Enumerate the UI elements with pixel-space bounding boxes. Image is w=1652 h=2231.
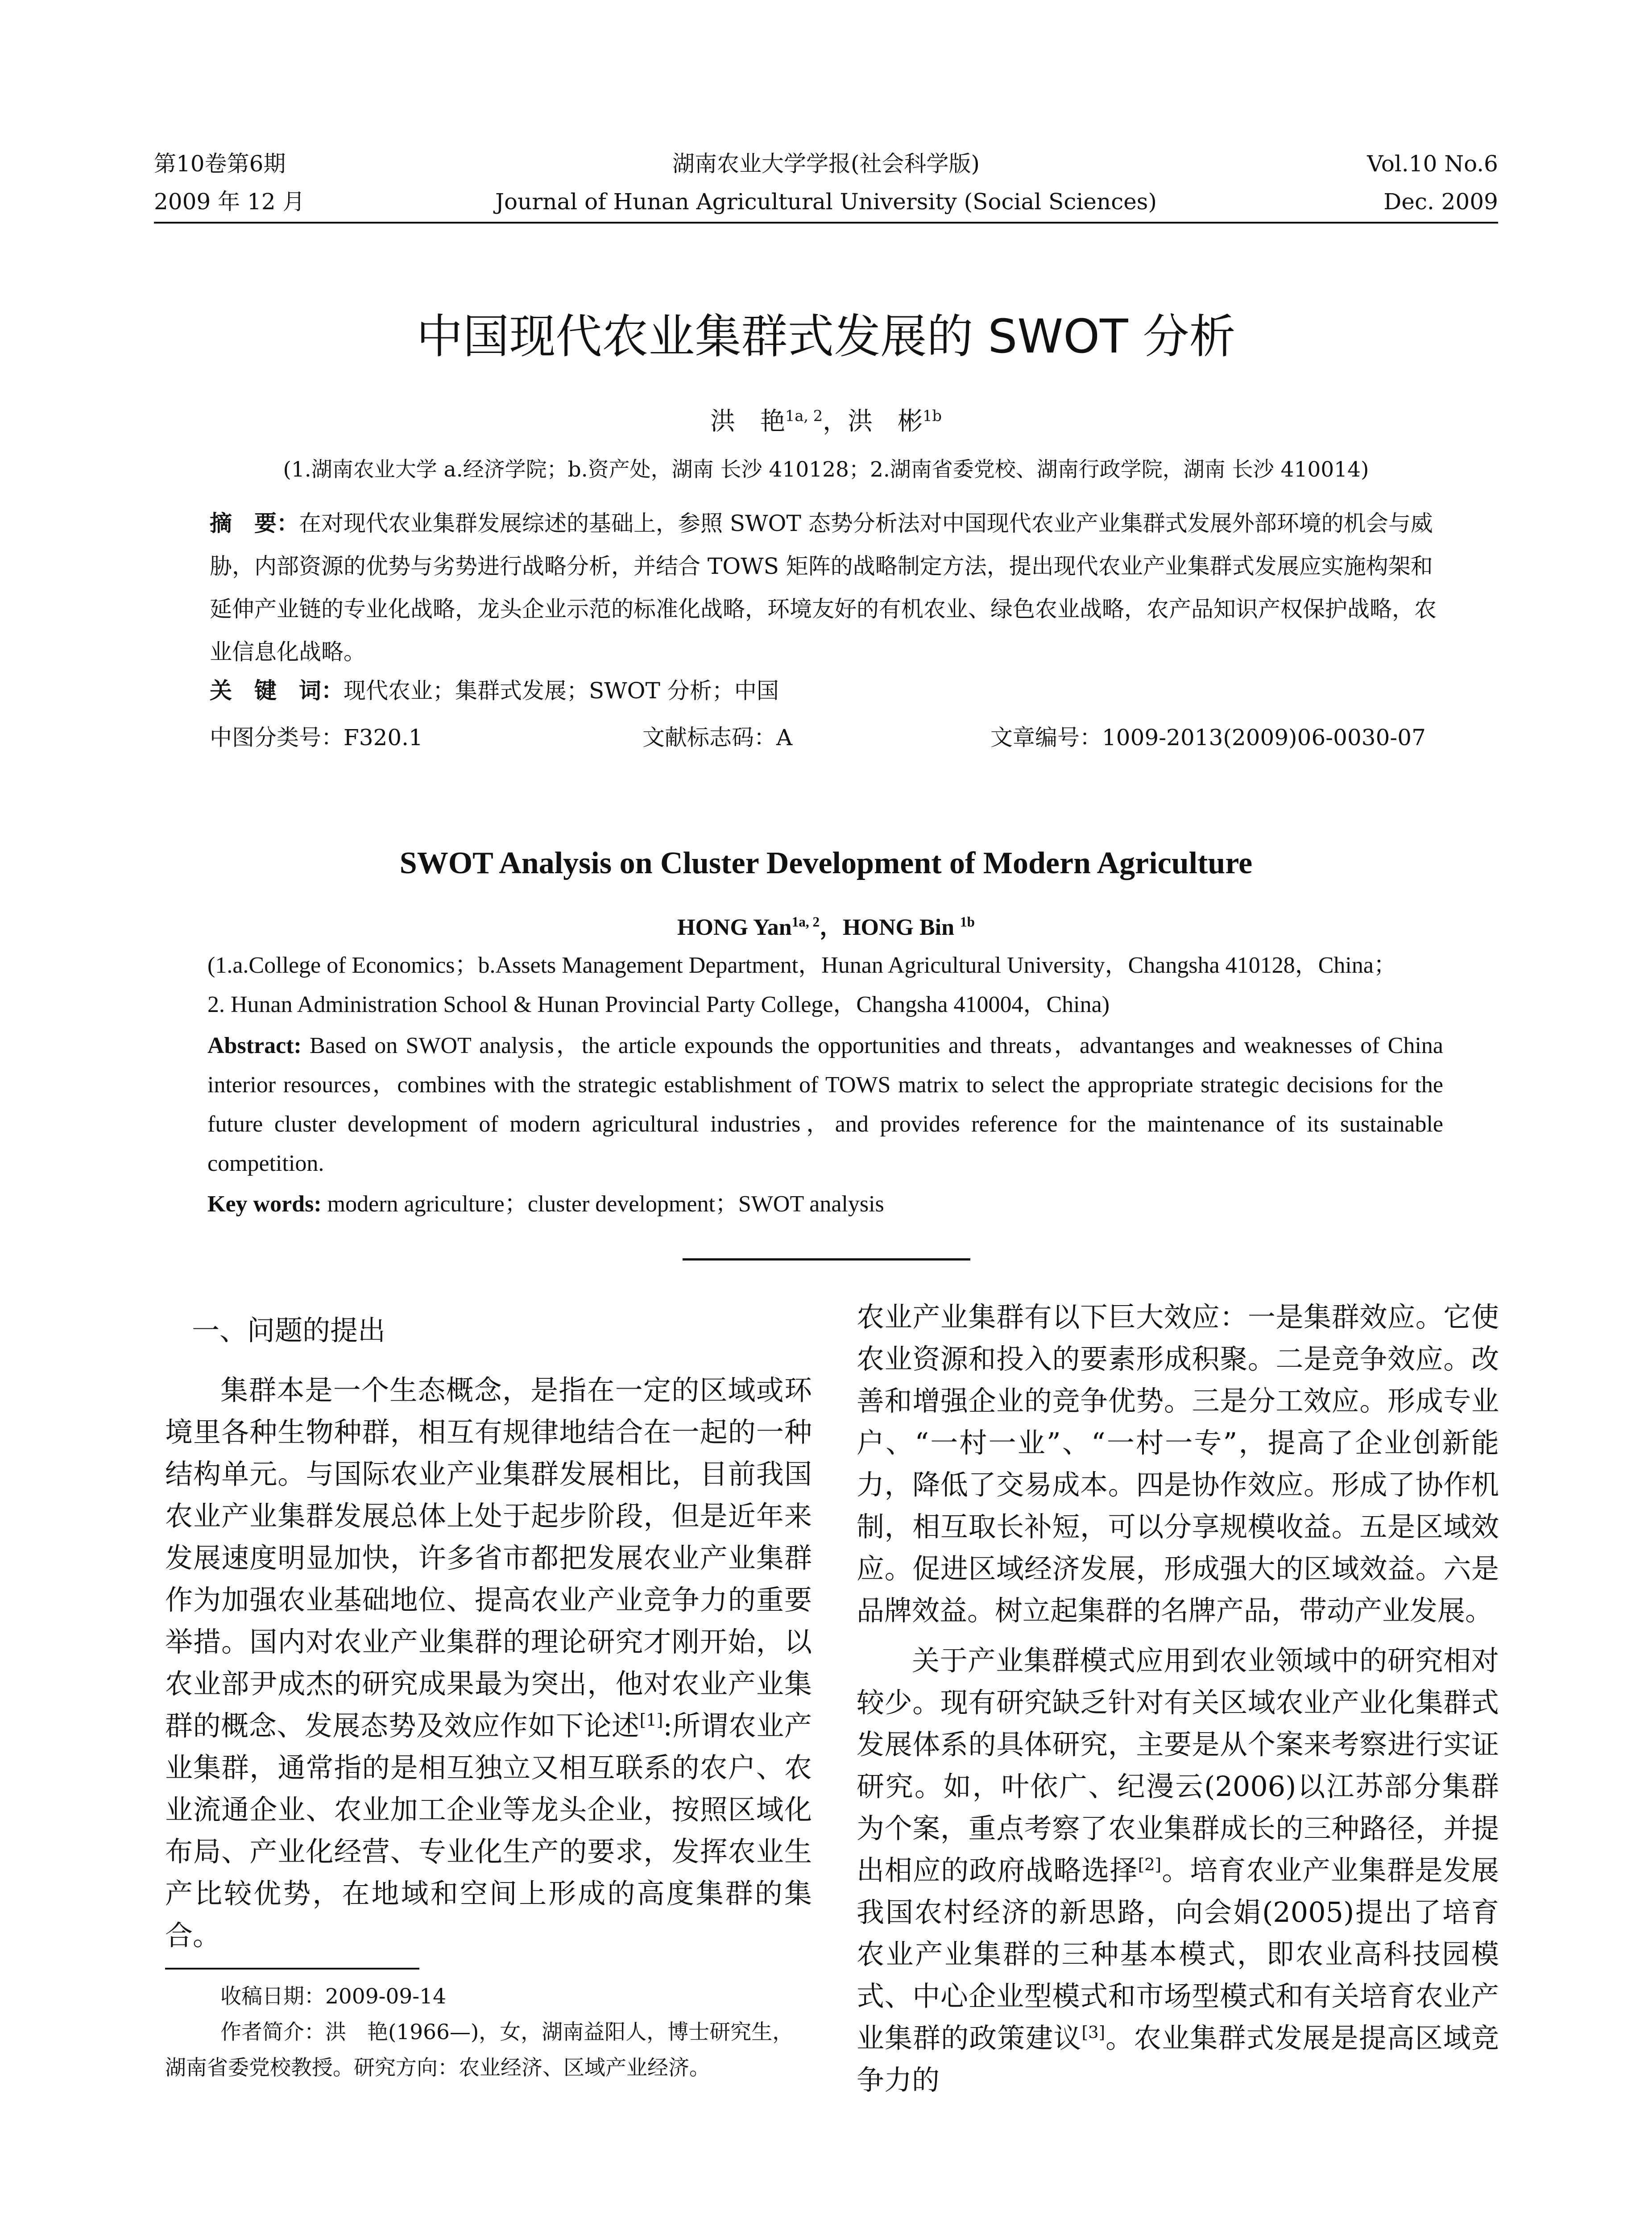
author-2-en: HONG Bin: [843, 915, 961, 940]
paragraph-research-text-c: 。农业集群式发展是提高区域竞争力的: [857, 2022, 1499, 2096]
article-number: [990, 716, 1426, 759]
affiliation-en-line2: 2. Hunan Administration School & Hunan Provincial Party College，Changsha 410004，China): [207, 992, 1110, 1017]
abstract-en-text: Based on SWOT analysis，the article expounds the opportunities and threats，advantanges and weaknesses of China interior resources，combines with the strategic establishment of TOWS matrix to select the appropriate strategic decisions for the future cluster development of modern agricultural industries，and provides reference for the maintenance of its sustainable competition.: [207, 1033, 1443, 1176]
doc-value: A: [776, 725, 793, 751]
citation-1: [1]: [639, 1710, 663, 1730]
author-1-en: HONG Yan: [677, 915, 792, 940]
header-journal-en: Journal of Hunan Agricultural University (Social Sciences): [495, 189, 1157, 215]
art-value: 1009-2013(2009)06-0030-07: [1102, 725, 1426, 751]
author-1-en-sup: 1a, 2: [791, 914, 820, 930]
authors-cn: [0, 402, 1652, 437]
doc-label: 文献标志码：: [642, 725, 776, 751]
affiliation-cn: (1.湖南农业大学 a.经济学院；b.资产处，湖南 长沙 410128；2.湖南省委党校、湖南行政学院，湖南 长沙 410014): [283, 457, 1369, 482]
footnote-rule: [165, 1968, 419, 1970]
title-cn: 中国现代农业集群式发展的 SWOT 分析: [416, 309, 1236, 364]
paragraph-intro: [165, 1369, 812, 1957]
authors-en: [0, 908, 1652, 941]
paragraph-intro-text-a: 集群本是一个生态概念，是指在一定的区域或环境里各种生物种群，相互有规律地结合在一起的一种结构单元。与国际农业产业集群发展相比，目前我国农业产业集群发展总体上处于起步阶段，但是近年来发展速度明显加快，许多省市都把发展农业产业集群作为加强农业基础地位、提高农业产业竞争力的重要举措。国内对农业产业集群的理论研究才刚开始，以农业部尹成杰的研究成果最为突出，他对农业产业集群的概念、发展态势及效应作如下论述: [165, 1374, 812, 1742]
header-volume-cn: 第10卷第6期: [154, 151, 286, 177]
abstract-en: [207, 1026, 1443, 1183]
footnote-author: 作者简介：洪 艳(1966—)，女，湖南益阳人，博士研究生，湖南省委党校教授。研究方向：农业经济、区域产业经济。: [165, 2020, 794, 2080]
keywords-en-text: modern agriculture；cluster development；SWOT analysis: [321, 1191, 884, 1217]
abstract-cn-label: 摘 要：: [210, 510, 299, 536]
affiliation-en: [207, 946, 1457, 1024]
authors-cn-sep: ，: [823, 407, 848, 436]
author-1-cn-sup: 1a, 2: [785, 407, 823, 425]
author-1-cn: 洪 艳: [710, 407, 786, 436]
header-journal-cn: 湖南农业大学学报(社会科学版): [672, 151, 980, 177]
clc-value: F320.1: [344, 725, 423, 751]
abstract-cn-text: 在对现代农业集群发展综述的基础上，参照 SWOT 态势分析法对中国现代农业产业集群式发展外部环境的机会与威胁，内部资源的优势与劣势进行战略分析，并结合 TOWS 矩阵的战略制定方法，提出现代农业产业集群式发展应实施构架和延伸产业链的专业化战略，龙头企业示范的标准化战略，环境友好的有机农业、绿色农业战略，农产品知识产权保护战略，农业信息化战略。: [210, 510, 1437, 665]
left-column: [165, 1310, 812, 1957]
author-2-cn-sup: 1b: [923, 407, 942, 425]
abstract-cn: [210, 502, 1445, 673]
right-column: [857, 1296, 1499, 2101]
footnote-received: 收稿日期：2009-09-14: [220, 1984, 446, 2009]
clc-label: 中图分类号：: [210, 725, 344, 751]
affiliation-en-line1: (1.a.College of Economics；b.Assets Management Department，Hunan Agricultural University，Changsha 410128，China；: [207, 953, 1397, 978]
art-label: 文章编号：: [990, 725, 1102, 751]
keywords-cn-label: 关 键 词：: [210, 678, 344, 704]
header-date-en: Dec. 2009: [1383, 189, 1498, 215]
keywords-cn: [210, 669, 779, 712]
keywords-en: [207, 1185, 884, 1224]
header-rule: [154, 222, 1498, 224]
author-2-cn: 洪 彬: [848, 407, 923, 436]
clc-number: [210, 716, 423, 759]
keywords-en-label: Key words:: [207, 1191, 322, 1217]
paragraph-intro-text-b: :所谓农业产业集群，通常指的是相互独立又相互联系的农户、农业流通企业、农业加工企业等龙头企业，按照区域化布局、产业化经营、专业化生产的要求，发挥农业生产比较优势，在地域和空间上形成的高度集群的集合。: [165, 1709, 812, 1952]
paragraph-research-text-b: 。培育农业产业集群是发展我国农村经济的新思路，向会娟(2005)提出了培育农业产业集群的三种基本模式，即农业高科技园模式、中心企业型模式和市场型模式和有关培育农业产业集群的政策建议: [857, 1854, 1499, 2054]
citation-2: [2]: [1138, 1854, 1162, 1874]
citation-3: [3]: [1081, 2022, 1105, 2042]
author-2-en-sup: 1b: [960, 914, 975, 930]
paragraph-research-text-a: 关于产业集群模式应用到农业领域中的研究相对较少。现有研究缺乏针对有关区域农业产业化集群式发展体系的具体研究，主要是从个案来考察进行实证研究。如，叶依广、纪漫云(2006)以江苏部分集群为个案，重点考察了农业集群成长的三种路径，并提出相应的政府战略选择: [857, 1644, 1499, 1887]
section-title: 一、问题的提出: [192, 1314, 386, 1347]
title-en: SWOT Analysis on Cluster Development of Modern Agriculture: [399, 846, 1253, 880]
document-code: [642, 716, 792, 759]
paragraph-research: [857, 1640, 1499, 2101]
paragraph-effects: 农业产业集群有以下巨大效应：一是集群效应。它使农业资源和投入的要素形成积聚。二是竞争效应。改善和增强企业的竞争优势。三是分工效应。形成专业户、“一村一业”、“一村一专”，提高了企业创新能力，降低了交易成本。四是协作效应。形成了协作机制，相互取长补短，可以分享规模收益。五是区域效应。促进区域经济发展，形成强大的区域效益。六是品牌效益。树立起集群的名牌产品，带动产业发展。: [857, 1301, 1499, 1627]
separator-rule: [683, 1258, 970, 1261]
header-volume-en: Vol.10 No.6: [1367, 151, 1498, 177]
header-date-cn: 2009 年 12 月: [154, 189, 305, 215]
keywords-cn-text: 现代农业；集群式发展；SWOT 分析；中国: [344, 678, 779, 704]
authors-en-sep: ，: [820, 915, 843, 940]
footnotes: [165, 1979, 812, 2086]
abstract-en-label: Abstract:: [207, 1033, 302, 1058]
